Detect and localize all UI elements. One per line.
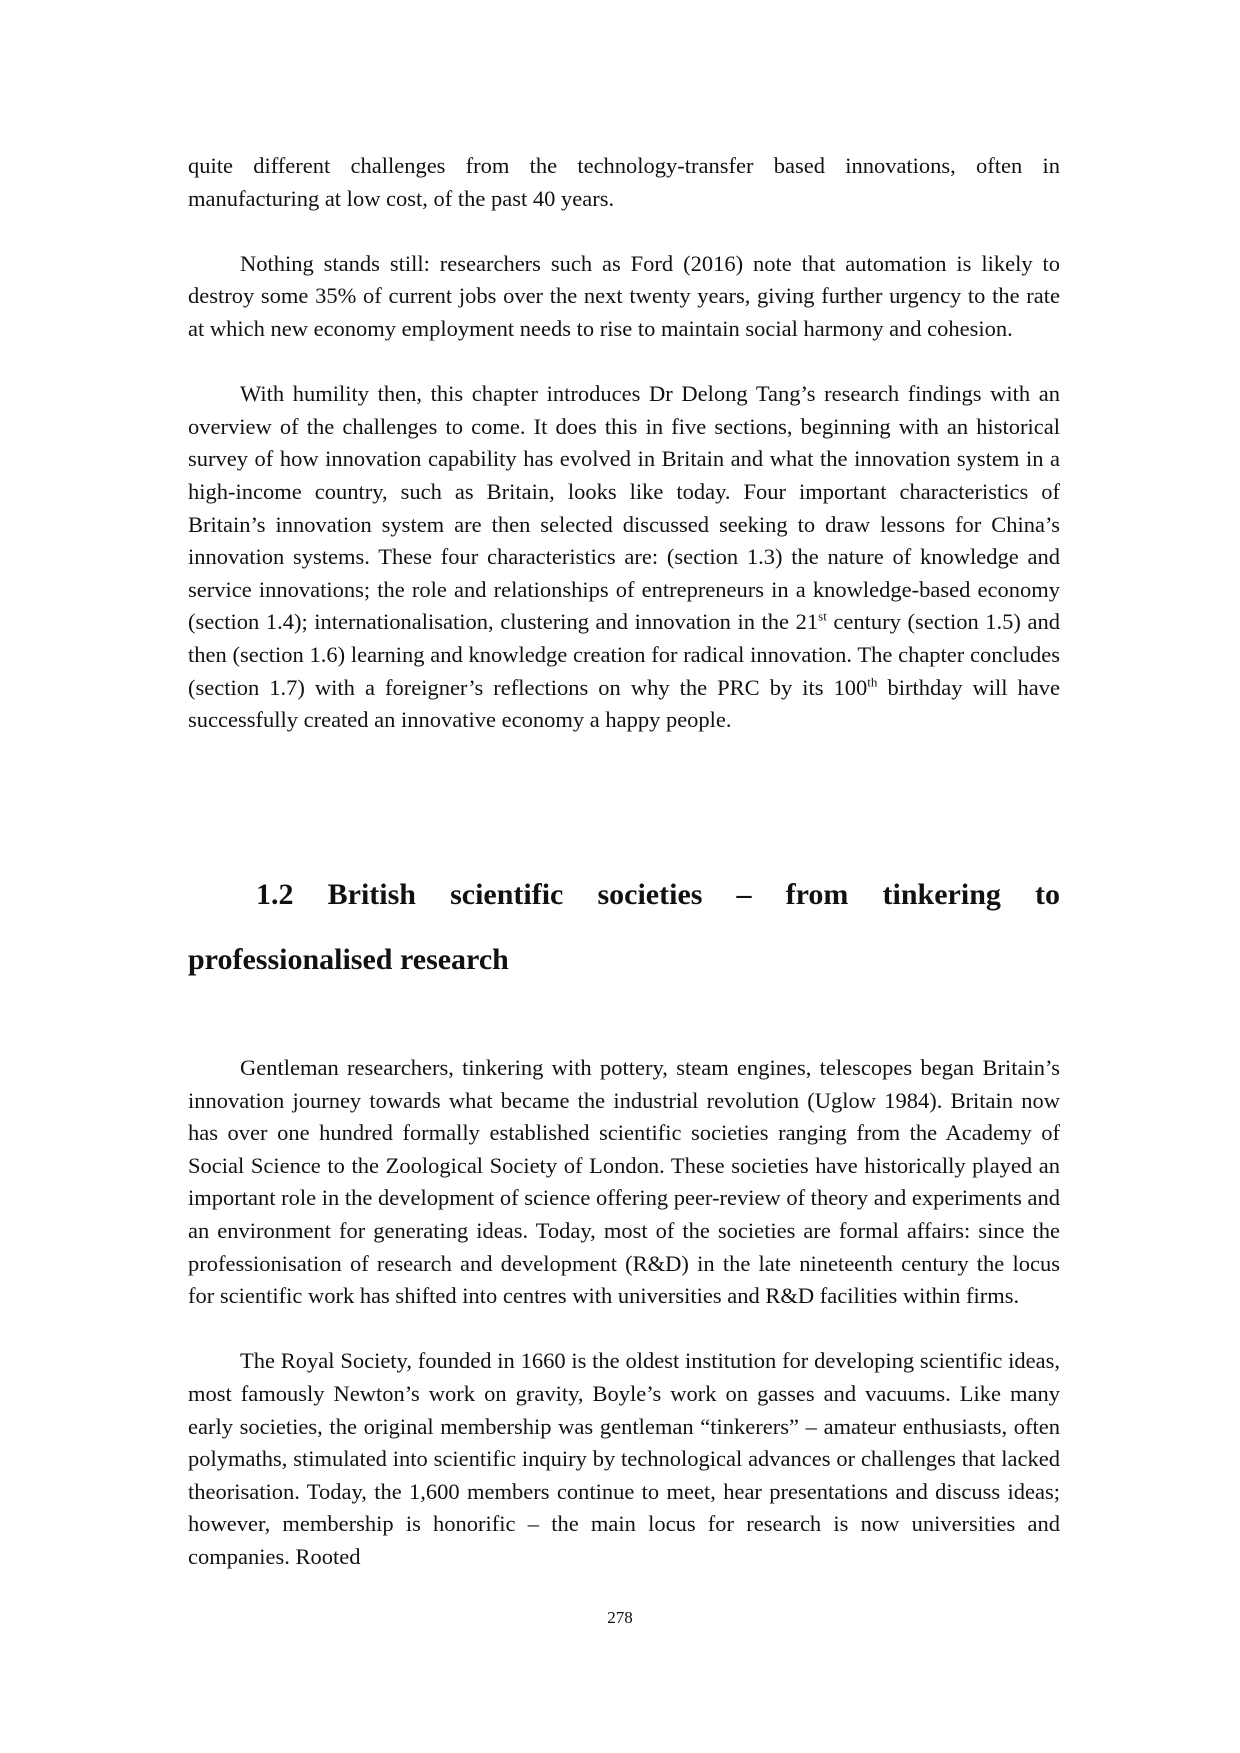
paragraph-text: century (section 1.5) and then (section 1.6) learning and knowledge creation for radical innovation. The chapter concludes (section 1.7) with a foreigner’s reflections on why the PRC by its 100 [188,609,1060,700]
superscript: st [818,608,827,624]
paragraph-text: birthday will have successfully created an innovative economy a happy people. [188,674,1060,733]
intro-text [188,150,1060,737]
section-heading: 1.2 British scientific societies – from tinkering to professionalised research [188,878,1060,976]
paragraph: Gentleman researchers, tinkering with pottery, steam engines, telescopes began Britain’s innovation journey towards what became the industrial revolution (Uglow 1984). Britain now has over one hundred formally established scientific societies ranging from the Academy of Social Science to the Zoological Society of London. These societies have historically played an important role in the development of science offering peer-review of theory and experiments and an environment for generating ideas. Today, most of the societies are formal affairs: since the professionisation of research and development (R&D) in the late nineteenth century the locus for scientific work has shifted into centres with universities and R&D facilities within firms. [188,1055,1060,1309]
section-heading-block [188,862,1060,992]
superscript: th [867,674,878,689]
paragraph: quite different challenges from the technology-transfer based innovations, often in manufacturing at low cost, of the past 40 years. [188,153,1060,211]
paragraph: The Royal Society, founded in 1660 is the oldest institution for developing scientific ideas, most famously Newton’s work on gravity, Boyle’s work on gasses and vacuums. Like many early societies, the original membership was gentleman “tinkerers” – amateur enthusiasts, often polymaths, stimulated into scientific inquiry by technological advances or challenges that lacked theorisation. Today, the 1,600 members continue to meet, hear presentations and discuss ideas; however, membership is honorific – the main locus for research is now universities and companies. Rooted [188,1348,1060,1569]
paragraph [188,378,1060,737]
paragraph: Nothing stands still: researchers such as Ford (2016) note that automation is likely to destroy some 35% of current jobs over the next twenty years, giving further urgency to the rate at which new economy employment needs to rise to maintain social harmony and cohesion. [188,250,1060,341]
page-number: 278 [607,1608,633,1627]
paragraph-text: With humility then, this chapter introduces Dr Delong Tang’s research findings with an overview of the challenges to come. It does this in five sections, beginning with an historical survey of how innovation capability has evolved in Britain and what the innovation system in a high-income country, such as Britain, looks like today. Four important characteristics of Britain’s innovation system are then selected discussed seeking to draw lessons for China’s innovation systems. These four characteristics are: (section 1.3) the nature of knowledge and service innovations; the role and relationships of entrepreneurs in a knowledge-based economy (section 1.4); internationalisation, clustering and innovation in the 21 [188,381,1060,635]
section-text [188,1052,1060,1574]
